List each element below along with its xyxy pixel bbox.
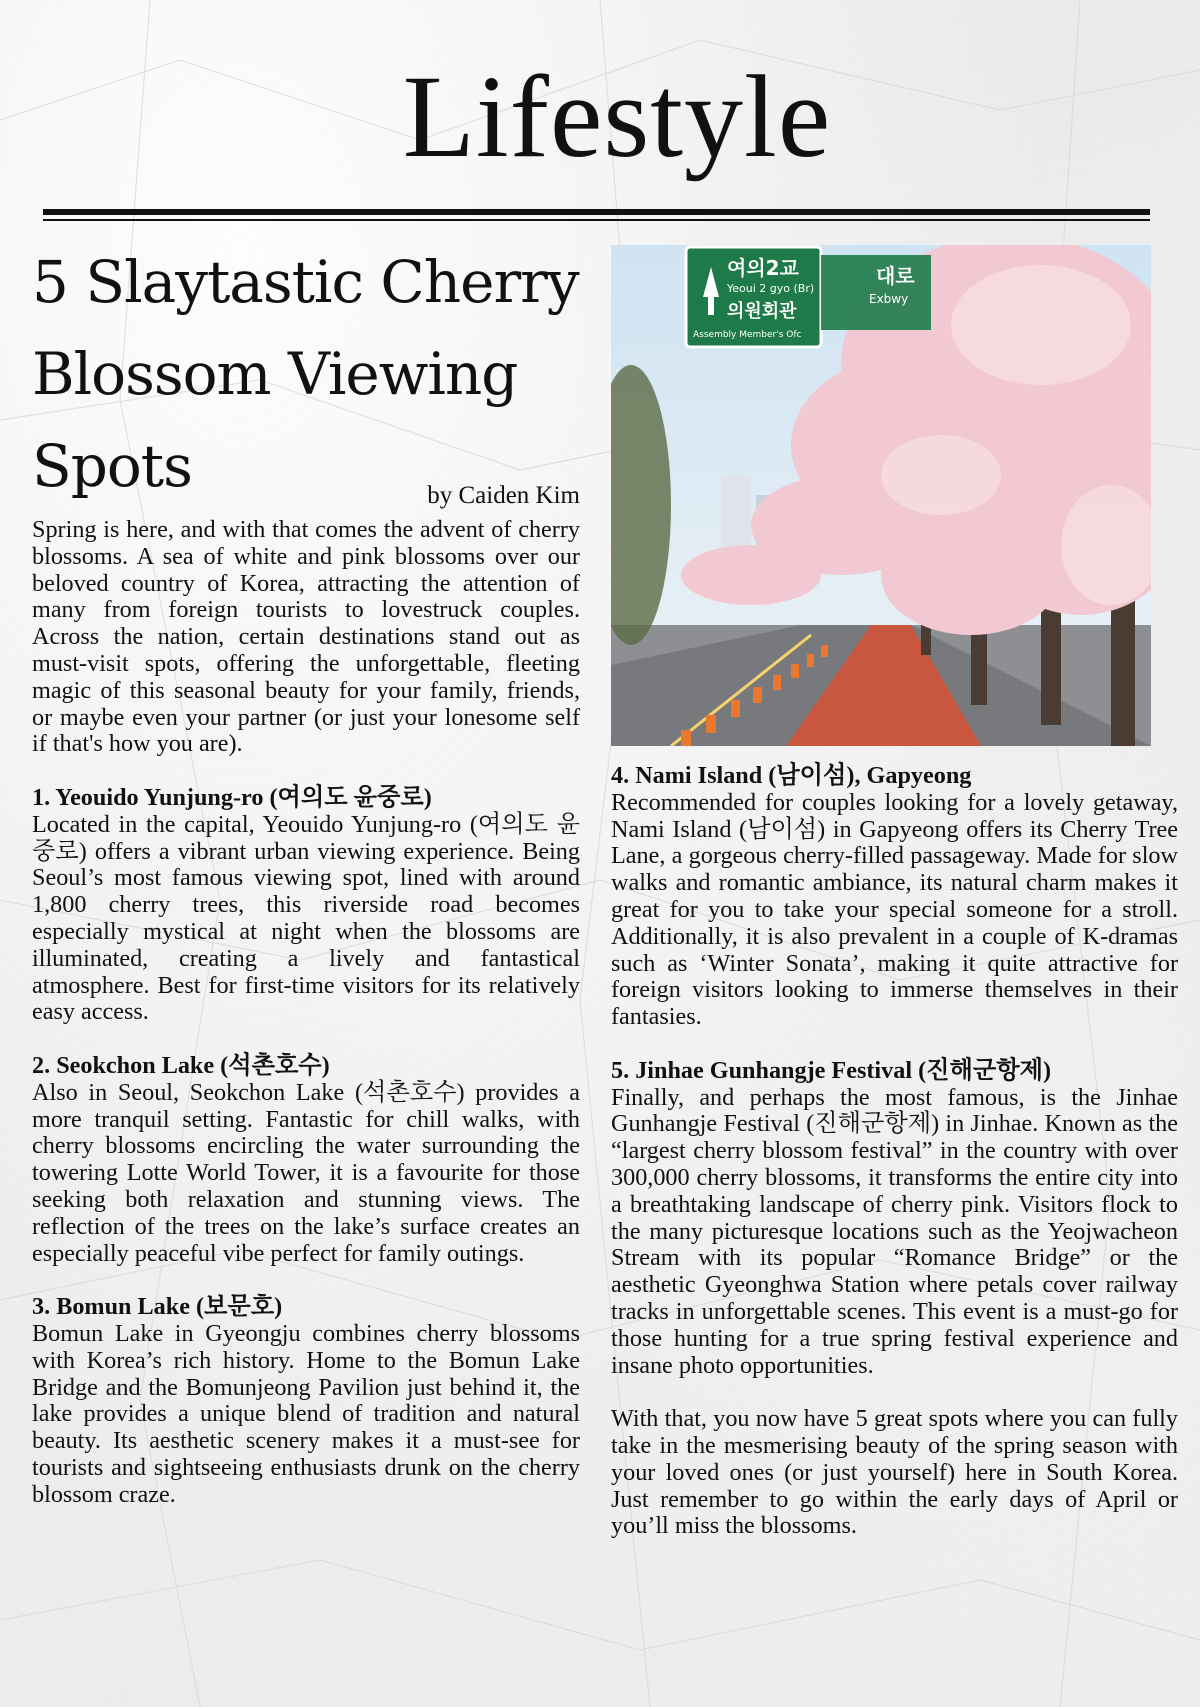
left-column [32, 517, 580, 1508]
intro-paragraph: Spring is here, and with that comes the advent of cherry blossoms. A sea of white and pink blossoms over our beloved country of Korea, attracting the attention of many from foreign tourists to lovestruck couples. Across the nation, certain destinations stand out as must-visit spots, offering the unforgettable, fleeting magic of this seasonal beauty for your family, friends, or maybe even your partner (or just your lonesome self if that's how you are). [32, 516, 580, 758]
section-title: 5. Jinhae Gunhangje Festival (진해군항제) [611, 1056, 1052, 1084]
masthead-rule-thin [43, 219, 1150, 221]
article-byline: by Caiden Kim [427, 482, 580, 509]
sign-text: Exbwy [869, 292, 909, 306]
sign-text: 여의2교 [727, 256, 799, 280]
sign-text: Assembly Member's Ofc [693, 330, 802, 340]
sign-text: 의원회관 [727, 301, 797, 322]
section-title: 1. Yeouido Yunjung-ro (여의도 윤중로) [32, 783, 432, 811]
section-body: Recommended for couples looking for a lovely getaway, Nami Island (남이섬) in Gapyeong offers its Cherry Tree Lane, a gorgeous cherry-filled passageway. Made for slow walks and romantic ambiance, its natural charm makes it great for you to take your special someone for a stroll. Additionally, it is also prevalent in a couple of K-dramas such as ‘Winter Sonata’, making it quite attractive for foreign visitors looking to immerse themselves in their fantasies. [611, 788, 1178, 1031]
cherry-blossom-photo [611, 245, 1151, 746]
section-body: Located in the capital, Yeouido Yunjung-ro (여의도 윤중로) offers a vibrant urban viewing experience. Being Seoul’s most famous viewing spot, lined with around 1,800 cherry trees, this riverside road becomes especially mystical at night when the blossoms are illuminated, creating a lively and fantastical atmosphere. Best for first-time visitors for its relatively easy access. [32, 810, 580, 1026]
conclusion-paragraph: With that, you now have 5 great spots where you can fully take in the mesmerising beauty of the spring season with your loved ones (or just yourself) here in South Korea. Just remember to go within the early days of April or you’ll miss the blossoms. [611, 1405, 1178, 1540]
masthead-title: Lifestyle [402, 51, 832, 182]
sign-text: 대로 [876, 264, 915, 288]
section-body: Finally, and perhaps the most famous, is the Jinhae Gunhangje Festival (진해군항제) in Jinhae. Known as the “largest cherry blossom festival” in the country with over 300,000 cherry blossoms, it transforms the entire city into a breathtaking landscape of cherry pink. Visitors flock to the many picturesque locations such as the Yeojwacheon Stream with its popular “Romance Bridge” or the aesthetic Gyeonghwa Station where petals cover railway tracks in unforgettable scenes. This event is a must-go for those hunting for a true spring festival experience and insane photo opportunities. [611, 1083, 1178, 1379]
section-body: Also in Seoul, Seokchon Lake (석촌호수) provides a more tranquil setting. Fantastic for chill walks, with cherry blossoms encircling the water surrounding the towering Lotte World Tower, it is a favourite for those seeking both relaxation and stunning views. The reflection of the trees on the lake’s surface creates an especially peaceful vibe perfect for family outings. [32, 1078, 580, 1267]
section-body: Bomun Lake in Gyeongju combines cherry blossoms with Korea’s rich history. Home to the Bomun Lake Bridge and the Bomunjeong Pavilion just behind it, the lake provides a unique blend of tradition and natural beauty. Its aesthetic scenery makes it a must-see for tourists and sightseeing enthusiasts drunk on the cherry blossom craze. [32, 1319, 580, 1508]
sign-text: Yeoui 2 gyo (Br) [727, 282, 815, 295]
section-title: 3. Bomun Lake (보문호) [32, 1293, 283, 1321]
section-title: 4. Nami Island (남이섬), Gapyeong [611, 762, 972, 789]
masthead-rule-thick [43, 209, 1150, 215]
article-headline: 5 Slaytastic Cherry Blossom Viewing Spots [32, 248, 579, 500]
section-title: 2. Seokchon Lake (석촌호수) [32, 1051, 330, 1079]
right-column [611, 763, 1178, 1540]
